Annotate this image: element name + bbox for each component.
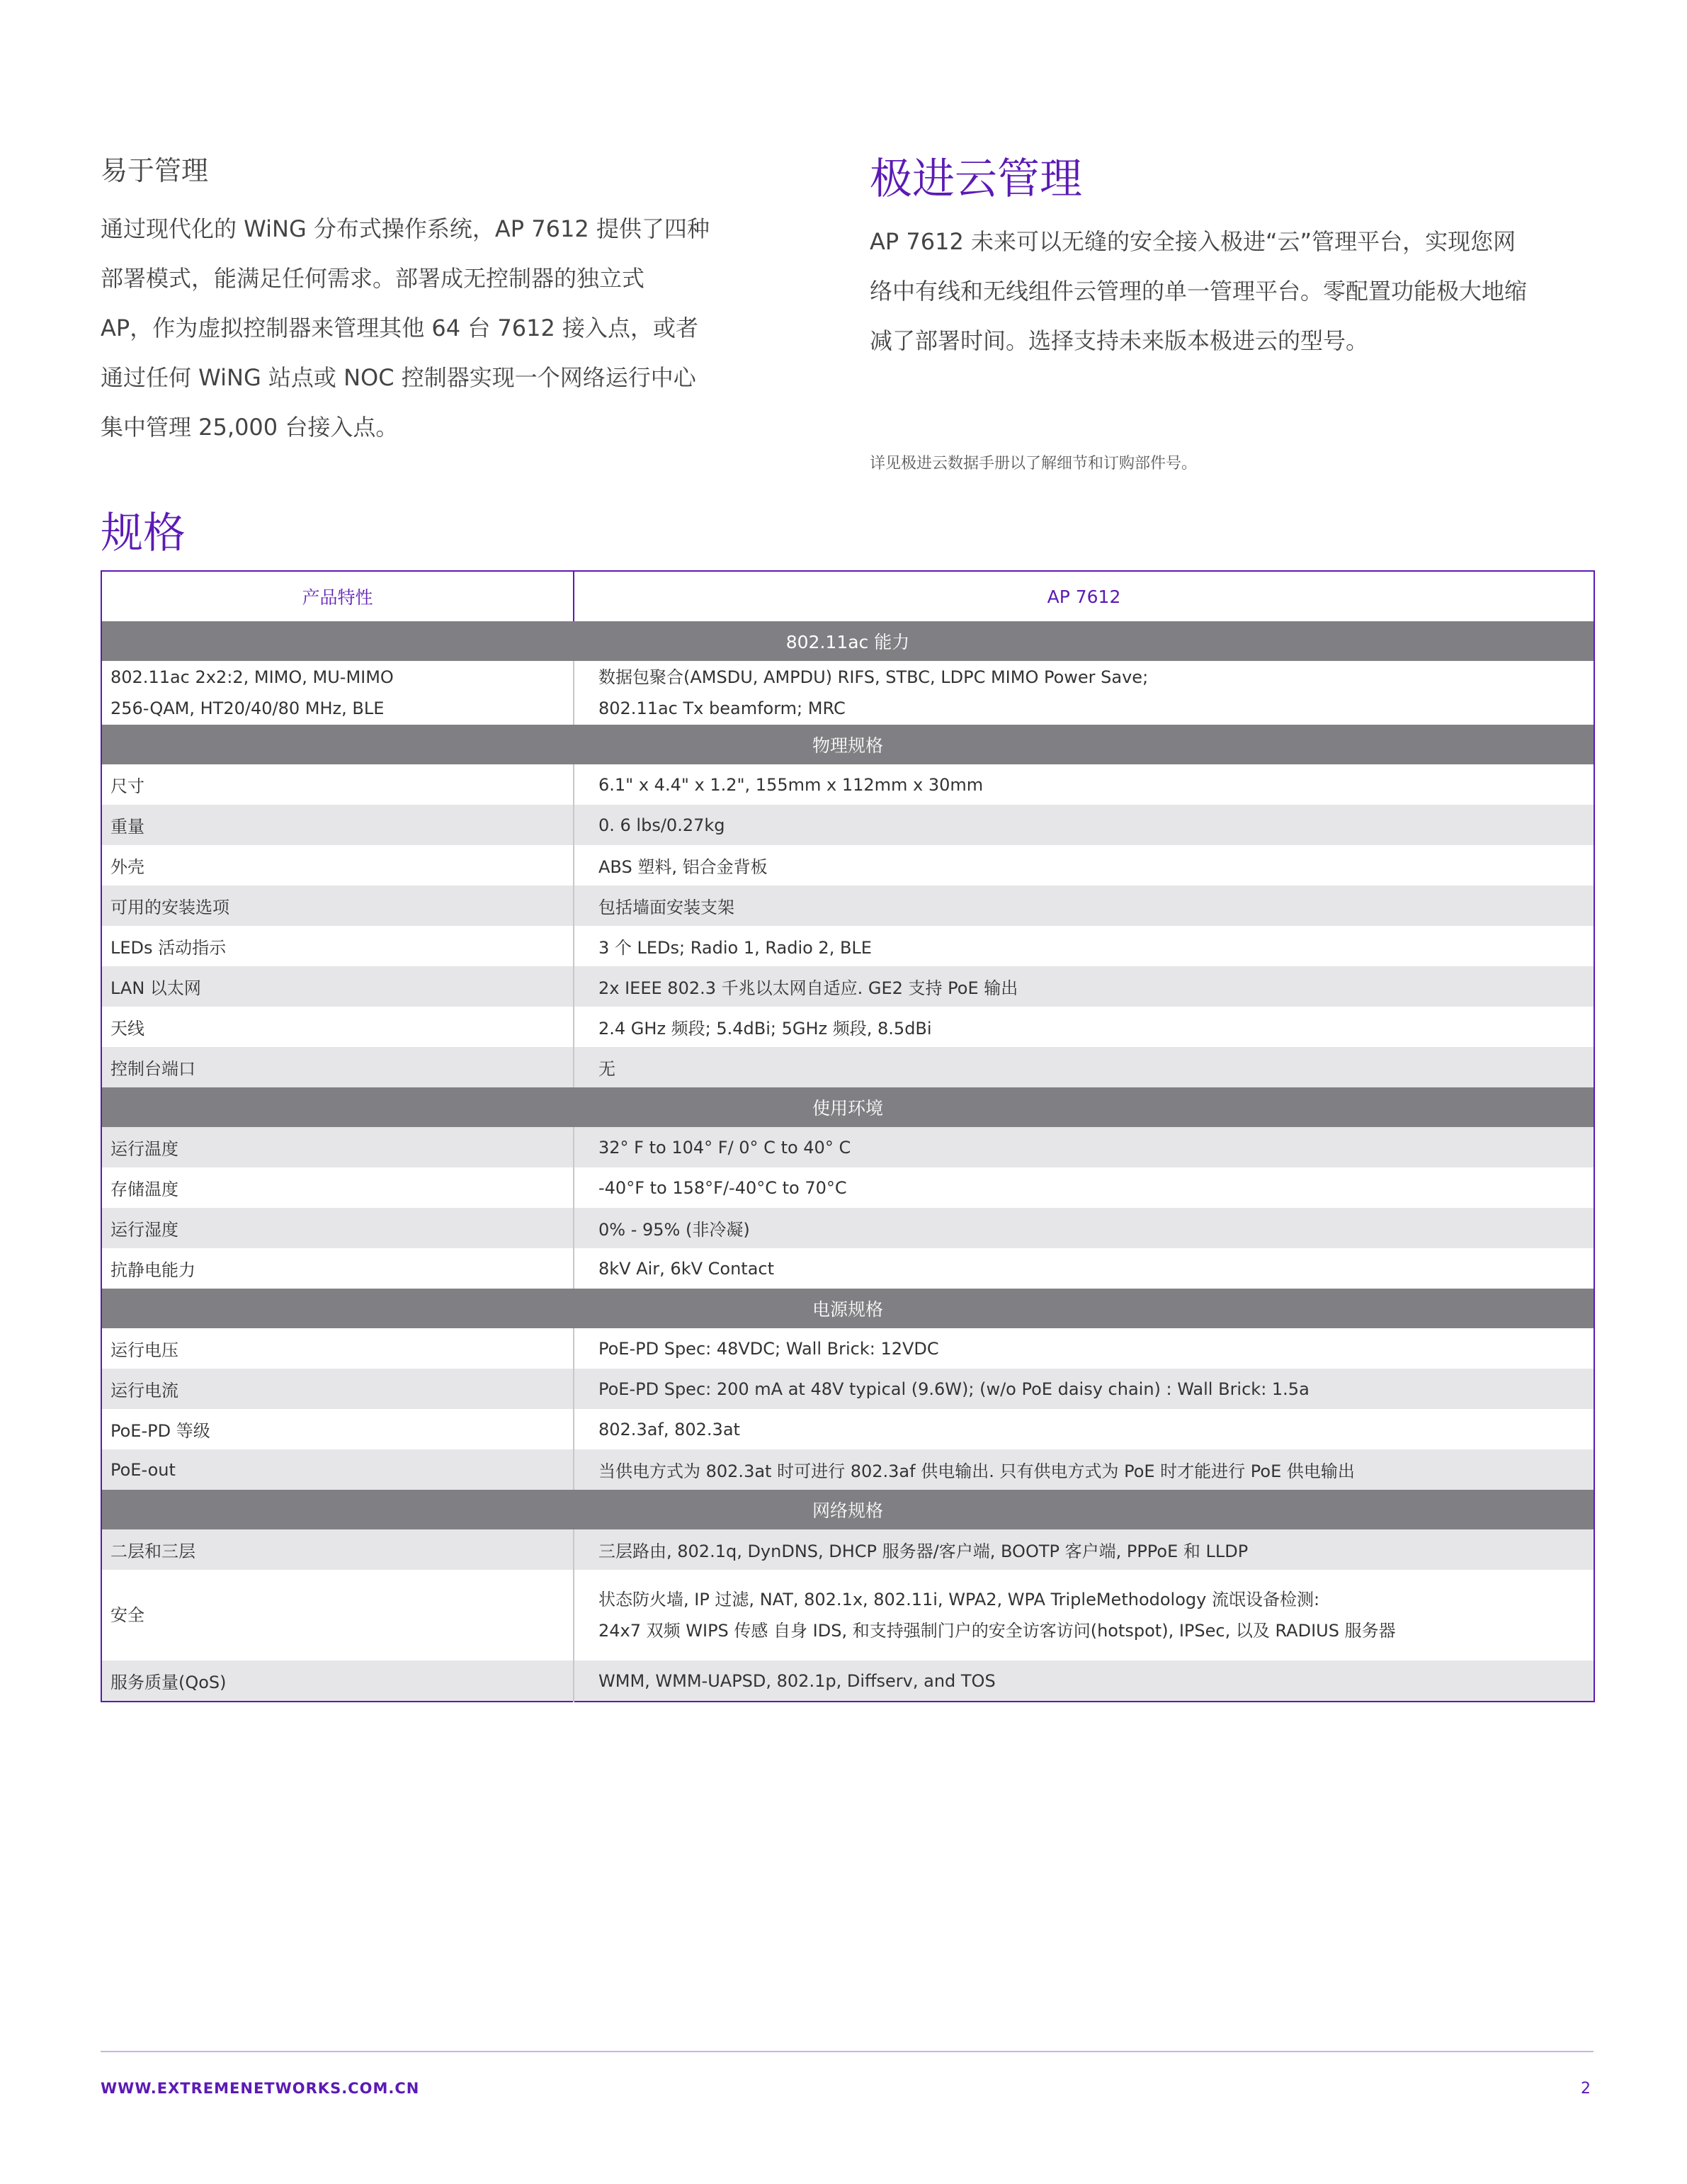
row-key: 运行湿度 bbox=[101, 1208, 574, 1248]
right-heading: 极进云管理 bbox=[870, 154, 1082, 204]
right-line: 络中有线和无线组件云管理的单一管理平台。零配置功能极大地缩 bbox=[870, 278, 1528, 305]
row-value-line: 802.11ac Tx beamform; MRC bbox=[598, 698, 846, 718]
table-row bbox=[101, 1529, 1594, 1570]
table-row bbox=[101, 1449, 1594, 1490]
row-value: 3 个 LEDs; Radio 1, Radio 2, BLE bbox=[598, 938, 872, 958]
row-key: 重量 bbox=[101, 805, 574, 845]
row-value: PoE-PD Spec: 48VDC; Wall Brick: 12VDC bbox=[598, 1338, 939, 1359]
row-value: PoE-PD Spec: 200 mA at 48V typical (9.6W); (w/o PoE daisy chain) : Wall Brick: 1.5a bbox=[574, 1369, 1594, 1409]
table-header-row bbox=[101, 571, 1594, 621]
section-header bbox=[101, 1289, 1594, 1328]
section-title: 物理规格 bbox=[101, 725, 1594, 764]
page-number: 2 bbox=[1581, 2080, 1591, 2098]
left-line: 通过现代化的 WiNG 分布式操作系统，AP 7612 提供了四种 bbox=[101, 215, 710, 242]
row-key: LEDs 活动指示 bbox=[101, 926, 574, 966]
row-key-line: 256-QAM, HT20/40/80 MHz, BLE bbox=[110, 698, 385, 718]
row-key: 天线 bbox=[101, 1007, 574, 1047]
row-value: 802.3af, 802.3at bbox=[598, 1419, 740, 1439]
section-header bbox=[101, 725, 1594, 764]
row-key: 尺寸 bbox=[101, 764, 574, 805]
left-paragraph bbox=[101, 204, 738, 452]
right-line: 减了部署时间。选择支持未来版本极进云的型号。 bbox=[870, 327, 1369, 354]
row-key: 服务质量(QoS) bbox=[101, 1660, 574, 1702]
section-title: 使用环境 bbox=[101, 1087, 1594, 1127]
table-row bbox=[101, 805, 1594, 845]
spec-table bbox=[101, 570, 1595, 1702]
row-value: 包括墙面安装支架 bbox=[574, 886, 1594, 926]
row-value: 32° F to 104° F/ 0° C to 40° C bbox=[574, 1127, 1594, 1167]
row-value: 6.1" x 4.4" x 1.2", 155mm x 112mm x 30mm bbox=[598, 774, 984, 795]
row-value: 三层路由, 802.1q, DynDNS, DHCP 服务器/客户端, BOOTP 客户端, PPPoE 和 LLDP bbox=[574, 1529, 1594, 1570]
spec-title: 规格 bbox=[101, 509, 186, 558]
row-key: 运行电流 bbox=[101, 1369, 574, 1409]
row-key: 可用的安装选项 bbox=[101, 886, 574, 926]
section-header bbox=[101, 1087, 1594, 1127]
header-feature: 产品特性 bbox=[101, 571, 574, 621]
section-title: 电源规格 bbox=[101, 1289, 1594, 1328]
row-key: 存储温度 bbox=[101, 1167, 574, 1208]
table-row bbox=[101, 926, 1594, 966]
row-value-line: 状态防火墙, IP 过滤, NAT, 802.1x, 802.11i, WPA2, WPA TripleMethodology 流氓设备检测: bbox=[598, 1590, 1320, 1609]
row-value: 0% - 95% (非冷凝) bbox=[574, 1208, 1594, 1248]
section-title: 802.11ac 能力 bbox=[101, 621, 1594, 661]
row-value: ABS 塑料, 铝合金背板 bbox=[598, 857, 768, 877]
row-value: 无 bbox=[574, 1047, 1594, 1087]
table-row bbox=[101, 966, 1594, 1007]
table-row bbox=[101, 1047, 1594, 1087]
row-value-line: 24x7 双频 WIPS 传感 自身 IDS, 和支持强制门户的安全访客访问(hotspot), IPSec, 以及 RADIUS 服务器 bbox=[598, 1621, 1396, 1641]
row-value: 8kV Air, 6kV Contact bbox=[598, 1258, 775, 1279]
row-value bbox=[574, 1570, 1594, 1660]
left-line: 通过任何 WiNG 站点或 NOC 控制器实现一个网络运行中心 bbox=[101, 364, 696, 391]
row-value: 当供电方式为 802.3at 时可进行 802.3af 供电输出. 只有供电方式为 PoE 时才能进行 PoE 供电输出 bbox=[574, 1449, 1594, 1490]
table-row bbox=[101, 764, 1594, 805]
row-value: 2x IEEE 802.3 千兆以太网自适应. GE2 支持 PoE 输出 bbox=[574, 966, 1594, 1007]
row-value-line: 数据包聚合(AMSDU, AMPDU) RIFS, STBC, LDPC MIMO Power Save; bbox=[598, 667, 1149, 687]
right-note: 详见极进云数据手册以了解细节和订购部件号。 bbox=[870, 455, 1198, 473]
row-key: 运行电压 bbox=[101, 1328, 574, 1369]
row-value: WMM, WMM-UAPSD, 802.1p, Diffserv, and TOS bbox=[574, 1660, 1594, 1702]
table-row bbox=[101, 1328, 1594, 1369]
section-title: 网络规格 bbox=[101, 1490, 1594, 1529]
table-row bbox=[101, 1248, 1594, 1289]
right-line: AP 7612 未来可以无缝的安全接入极进“云”管理平台，实现您网 bbox=[870, 228, 1516, 255]
row-key: 控制台端口 bbox=[101, 1047, 574, 1087]
table-row bbox=[101, 1007, 1594, 1047]
right-paragraph bbox=[870, 217, 1606, 366]
section-header bbox=[101, 621, 1594, 661]
row-value: -40°F to 158°F/-40°C to 70°C bbox=[598, 1177, 847, 1198]
table-row bbox=[101, 1208, 1594, 1248]
row-value: 0. 6 lbs/0.27kg bbox=[574, 805, 1594, 845]
table-row bbox=[101, 1570, 1594, 1660]
left-line: 集中管理 25,000 台接入点。 bbox=[101, 414, 399, 441]
table-row bbox=[101, 886, 1594, 926]
table-row bbox=[101, 1127, 1594, 1167]
section-header bbox=[101, 1490, 1594, 1529]
header-model: AP 7612 bbox=[1047, 586, 1121, 607]
row-key: PoE-PD 等级 bbox=[101, 1409, 574, 1449]
row-key: 抗静电能力 bbox=[101, 1248, 574, 1289]
table-row bbox=[101, 1167, 1594, 1208]
left-heading: 易于管理 bbox=[101, 155, 209, 186]
row-value bbox=[574, 661, 1594, 725]
row-key: 二层和三层 bbox=[101, 1529, 574, 1570]
left-line: 部署模式，能满足任何需求。部署成无控制器的独立式 bbox=[101, 265, 645, 292]
table-row bbox=[101, 661, 1594, 725]
row-key: 运行温度 bbox=[101, 1127, 574, 1167]
row-key-line: 802.11ac 2x2:2, MIMO, MU-MIMO bbox=[110, 667, 394, 687]
row-value: 2.4 GHz 频段; 5.4dBi; 5GHz 频段, 8.5dBi bbox=[598, 1019, 932, 1039]
row-key: 安全 bbox=[101, 1570, 574, 1660]
table-row bbox=[101, 1660, 1594, 1702]
row-key: PoE-out bbox=[101, 1449, 574, 1490]
footer-divider bbox=[101, 2051, 1594, 2052]
left-line: AP，作为虚拟控制器来管理其他 64 台 7612 接入点，或者 bbox=[101, 315, 699, 341]
row-key: 外壳 bbox=[101, 845, 574, 886]
row-key: LAN 以太网 bbox=[101, 966, 574, 1007]
table-row bbox=[101, 1409, 1594, 1449]
table-row bbox=[101, 1369, 1594, 1409]
row-key bbox=[101, 661, 574, 725]
footer-url-link[interactable]: WWW.EXTREMENETWORKS.COM.CN bbox=[101, 2080, 420, 2097]
table-row bbox=[101, 845, 1594, 886]
